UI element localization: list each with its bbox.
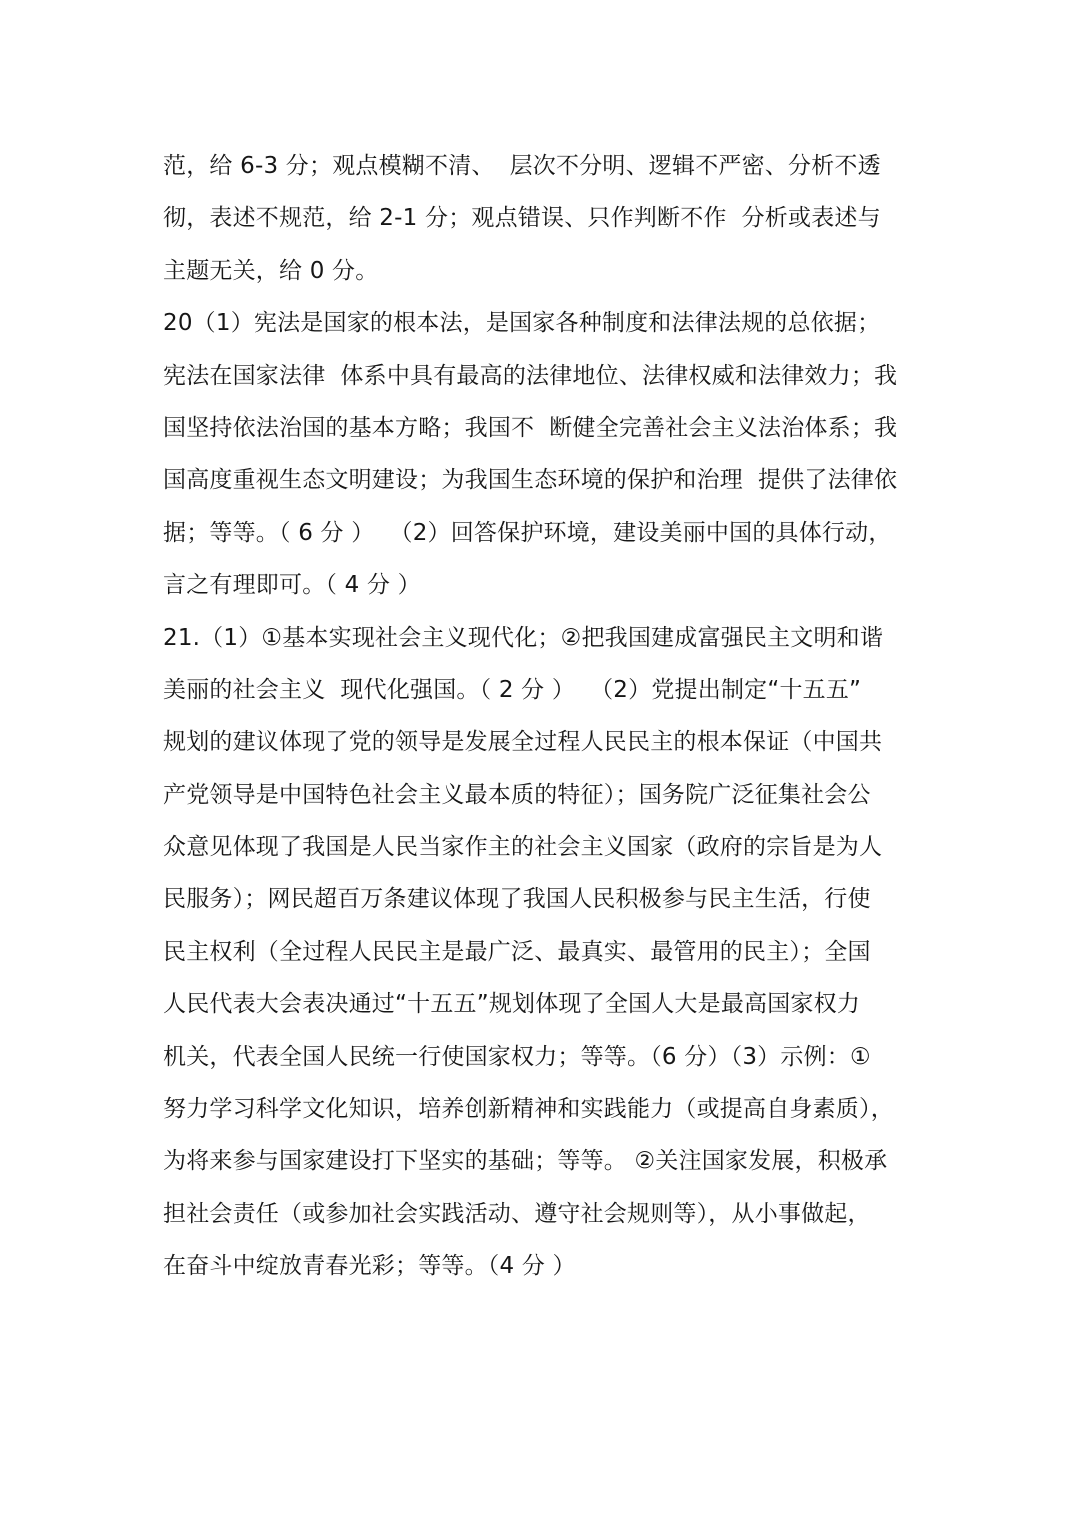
text-line: 据；等等。（ 6 分 ） （2）回答保护环境，建设美丽中国的具体行动， [163,519,892,546]
text-line: 宪法在国家法律 体系中具有最高的法律地位、法律权威和法律效力；我 [163,362,898,389]
text-line: 国高度重视生态文明建设；为我国生态环境的保护和治理 提供了法律依 [163,467,898,494]
question-20-line: 20（1）宪法是国家的根本法，是国家各种制度和法律法规的总依据； [163,310,881,337]
text-line: 彻，表述不规范，给 2-1 分；观点错误、只作判断不作 分析或表述与 [163,205,881,232]
text-line: 民主权利（全过程人民民主是最广泛、最真实、最管用的民主）；全国 [163,938,871,965]
text-line: 主题无关，给 0 分。 [163,257,379,284]
text-line: 为将来参与国家建设打下坚实的基础；等等。 ②关注国家发展，积极承 [163,1148,888,1175]
text-line: 人民代表大会表决通过“十五五”规划体现了全国人大是最高国家权力 [163,991,861,1018]
text-line: 民服务）；网民超百万条建议体现了我国人民积极参与民主生活，行使 [163,886,871,913]
text-line: 担社会责任（或参加社会实践活动、遵守社会规则等），从小事做起， [163,1200,871,1227]
text-line: 产党领导是中国特色社会主义最本质的特征）；国务院广泛征集社会公 [163,781,871,808]
text-line: 努力学习科学文化知识，培养创新精神和实践能力（或提高自身素质）， [163,1096,894,1123]
text-line: 美丽的社会主义 现代化强国。（ 2 分 ） （2）党提出制定“十五五” [163,676,862,703]
text-line: 规划的建议体现了党的领导是发展全过程人民民主的根本保证（中国共 [163,729,883,756]
text-line: 众意见体现了我国是人民当家作主的社会主义国家（政府的宗旨是为人 [163,834,883,861]
text-line: 在奋斗中绽放青春光彩；等等。（4 分 ） [163,1253,576,1280]
text-line: 范，给 6-3 分；观点模糊不清、 层次不分明、逻辑不严密、分析不透 [163,153,881,179]
answer-text-block [163,140,923,1293]
text-line: 言之有理即可。（ 4 分 ） [163,572,421,599]
text-line: 机关，代表全国人民统一行使国家权力；等等。（6 分）（3）示例：① [163,1043,871,1070]
question-21-line: 21.（1）①基本实现社会主义现代化；②把我国建成富强民主文明和谐 [163,624,884,651]
text-line: 国坚持依法治国的基本方略；我国不 断健全完善社会主义法治体系；我 [163,414,898,441]
